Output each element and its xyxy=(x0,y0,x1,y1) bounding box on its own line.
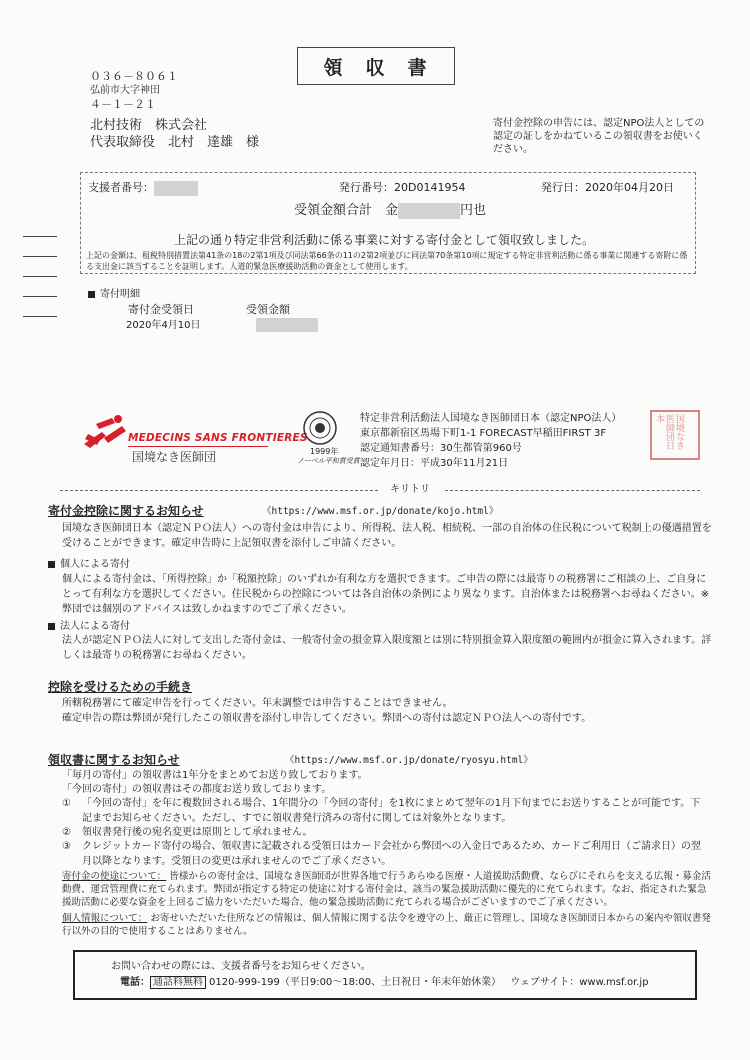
contact-phone-row xyxy=(120,975,649,990)
phone-label: 電話： xyxy=(120,977,150,988)
org-line-4: 認定年月日：平成30年11月21日 xyxy=(360,458,509,469)
supporter-label: 支援者番号： xyxy=(88,181,154,194)
company-name: 北村技術 株式会社 xyxy=(90,118,208,133)
proc-line-1: 所轄税務署にて確定申告を行ってください。年末調整では申告することはできません。 xyxy=(62,698,453,709)
legal-note: 上記の金額は、租税特別措置法第41条の18の2第1項及び同法第66条の11の2第2項並びに同法第70条第10項に規定する特定非営利活動に係る事業に関連する寄附に係る支出金に該当することを証明します。人道的緊急医療援助活動の資金として使用します。 xyxy=(86,251,688,271)
phone-number: 0120-999-199（平日9:00～18:00、土日祝日・年末年始休業） xyxy=(209,977,502,988)
item-3-text: クレジットカード寄付の場合、領収書に記載される受領日はカード会社から弊団への入金日であるため、カードご利用日（ご請求日）の翌月以降となります。受領日の変更は承れませんのでご了承ください。 xyxy=(82,841,702,867)
col-date-header: 寄付金受領日 xyxy=(128,303,194,316)
row-date: 2020年4月10日 xyxy=(126,320,201,331)
ryosyu-item-3 xyxy=(62,839,714,869)
seal-icon xyxy=(302,410,338,446)
org-line-3: 認定通知書番号：30生都管第960号 xyxy=(360,443,522,454)
total-label: 受領金額合計 金 xyxy=(294,203,399,218)
proc-title: 控除を受けるための手続き xyxy=(48,680,193,694)
total-amount-redaction xyxy=(398,203,460,219)
ryosyu-item-2 xyxy=(62,825,313,840)
square-bullet-icon xyxy=(48,623,55,630)
row-amount-redaction xyxy=(256,318,318,332)
org-line-1: 特定非営利活動法人国境なき医師団日本（認定NPO法人） xyxy=(360,413,622,424)
nobel-seal xyxy=(295,410,360,465)
address-line-1: 弘前市大字神田 xyxy=(90,85,160,96)
tax-use-note: 寄付金控除の申告には、認定NPO法人としての認定の証しをかねているこの領収書をお使いください。 xyxy=(493,118,705,155)
receipt-statement: 上記の通り特定非営利活動に係る事業に対する寄付金として領収致しました。 xyxy=(174,233,595,247)
corp-head: 法人による寄付 xyxy=(48,619,130,634)
receipt-title: 領 収 書 xyxy=(323,56,429,79)
supporter-number-redaction xyxy=(154,181,198,196)
item-3-number: ③ xyxy=(62,841,71,852)
use-text: 皆様からの寄付金は、国境なき医師団が世界各地で行うあらゆる医療・人道援助活動費、ならびにそれらを支える広報・募金活動費、運営管理費に充てられます。弊団が指定する特定の使途に対する寄付金は、該当の緊急援助活動に優先的に充てられます。なお、指定された緊急援助活動に必要な資金を上回るご協力をいただいた場合、他の緊急援助活動に充てられる場合がございますのでご了承ください。 xyxy=(62,871,711,908)
issue-date xyxy=(541,180,674,195)
item-2-text: 領収書発行後の宛名変更は原則として承れません。 xyxy=(82,827,313,838)
web-label: ウェブサイト： xyxy=(510,977,580,988)
square-bullet-icon xyxy=(88,291,95,298)
square-bullet-icon xyxy=(48,561,55,568)
seal-year: 1999年 xyxy=(310,447,339,456)
col-amount-header: 受領金額 xyxy=(246,303,290,316)
cut-label: キリトリ xyxy=(390,484,430,495)
kojo-url: 《https://www.msf.or.jp/donate/kojo.html》 xyxy=(262,506,499,517)
msf-runner-icon xyxy=(82,414,128,454)
ryosyu-title: 領収書に関するお知らせ xyxy=(48,753,180,767)
privacy-label: 個人情報について： xyxy=(62,913,148,924)
total-amount xyxy=(294,202,486,219)
item-1-number: ① xyxy=(62,798,71,809)
free-call-badge: 通話料無料 xyxy=(150,976,206,989)
address-line-2: ４－１－２１ xyxy=(90,98,156,111)
ryosyu-url: 《https://www.msf.or.jp/donate/ryosyu.html》 xyxy=(285,755,533,766)
detail-header: 寄付明細 xyxy=(88,287,140,302)
contact-line-1: お問い合わせの際には、支援者番号をお知らせください。 xyxy=(111,961,371,972)
msf-logo xyxy=(80,410,308,465)
web-address: www.msf.or.jp xyxy=(579,977,649,988)
contact-box xyxy=(73,950,697,1000)
ryosyu-line-1: 「毎月の寄付」の領収書は1年分をまとめてお送り致しております。 xyxy=(62,770,368,781)
item-1-text: 「今回の寄付」を年に複数回される場合、1年間分の「今回の寄付」を1枚にまとめて翌年の1月下旬までにお送りすることが可能です。下記までお知らせください。ただし、すでに領収書発行済みの寄付に関しては対象外となります。 xyxy=(82,798,701,824)
kojo-title: 寄付金控除に関するお知らせ xyxy=(48,504,204,518)
margin-marks xyxy=(23,236,57,344)
logo-text-fr: MEDECINS SANS FRONTIERES xyxy=(128,432,308,444)
receipt-box xyxy=(80,172,696,274)
recipient-name: 代表取締役 北村 達雄 様 xyxy=(90,135,260,150)
item-2-number: ② xyxy=(62,827,71,838)
personal-text: 個人による寄付金は、「所得控除」か「税額控除」のいずれか有利な方を選択できます。ご申告の際には最寄りの税務署にご相談の上、ご自身にとって有利な方を選択してください。住民税からの控除については各自治体の条例により異なります。自治体または税務署へお尋ねください。※弊団では個別のアドバイスは致しかねますのでご了承ください。 xyxy=(62,574,710,615)
company-stamp xyxy=(650,410,700,460)
issue-number-label: 発行番号： xyxy=(339,181,394,194)
issue-number-value: 20D0141954 xyxy=(394,181,466,194)
logo-text-ja: 国境なき医師団 xyxy=(132,450,217,464)
use-label: 寄付金の使途について： xyxy=(62,871,167,882)
seal-prize: ノーベル平和賞受賞 xyxy=(297,457,360,465)
issue-date-value: 2020年04月20日 xyxy=(585,181,674,194)
proc-line-2: 確定申告の際は弊団が発行したこの領収書を添付し申告してください。弊団への寄付は認定ＮＰＯ法人への寄付です。 xyxy=(62,713,592,724)
logo-underline xyxy=(128,446,268,447)
postal-code: ０３６－８０６１ xyxy=(90,70,178,83)
privacy-section xyxy=(62,912,712,938)
cut-line xyxy=(60,484,700,496)
issue-number xyxy=(339,180,465,195)
privacy-text: お寄せいただいた住所などの情報は、個人情報に関する法令を遵守の上、厳正に管理し、国境なき医師団日本からの案内や領収書発行以外の目的で使用することはありません。 xyxy=(62,913,711,937)
use-section xyxy=(62,870,712,909)
kojo-text: 国境なき医師団日本（認定ＮＰＯ法人）への寄付金は申告により、所得税、法人税、相続税、一部の自治体の住民税について税制上の優遇措置を受けることができます。確定申告時に上記領収書を添付しご申請ください。 xyxy=(62,523,712,549)
supporter-number xyxy=(88,180,198,196)
ryosyu-item-1 xyxy=(62,796,714,826)
total-suffix: 円也 xyxy=(460,203,487,218)
personal-head: 個人による寄付 xyxy=(48,557,130,572)
receipt-title-box xyxy=(297,47,455,85)
corp-text: 法人が認定ＮＰＯ法人に対して支出した寄付金は、一般寄付金の損金算入限度額とは別に特別損金算入限度額の範囲内が損金に算入されます。詳しくは最寄りの税務署にお尋ねください。 xyxy=(62,635,712,661)
org-line-2: 東京都新宿区馬場下町1-1 FORECAST早稲田FIRST 3F xyxy=(360,428,607,439)
issue-date-label: 発行日： xyxy=(541,181,585,194)
stamp-text: 国境なき医師団日本 xyxy=(654,414,684,450)
ryosyu-line-2: 「今回の寄付」の領収書はその都度お送り致しております。 xyxy=(62,784,332,795)
